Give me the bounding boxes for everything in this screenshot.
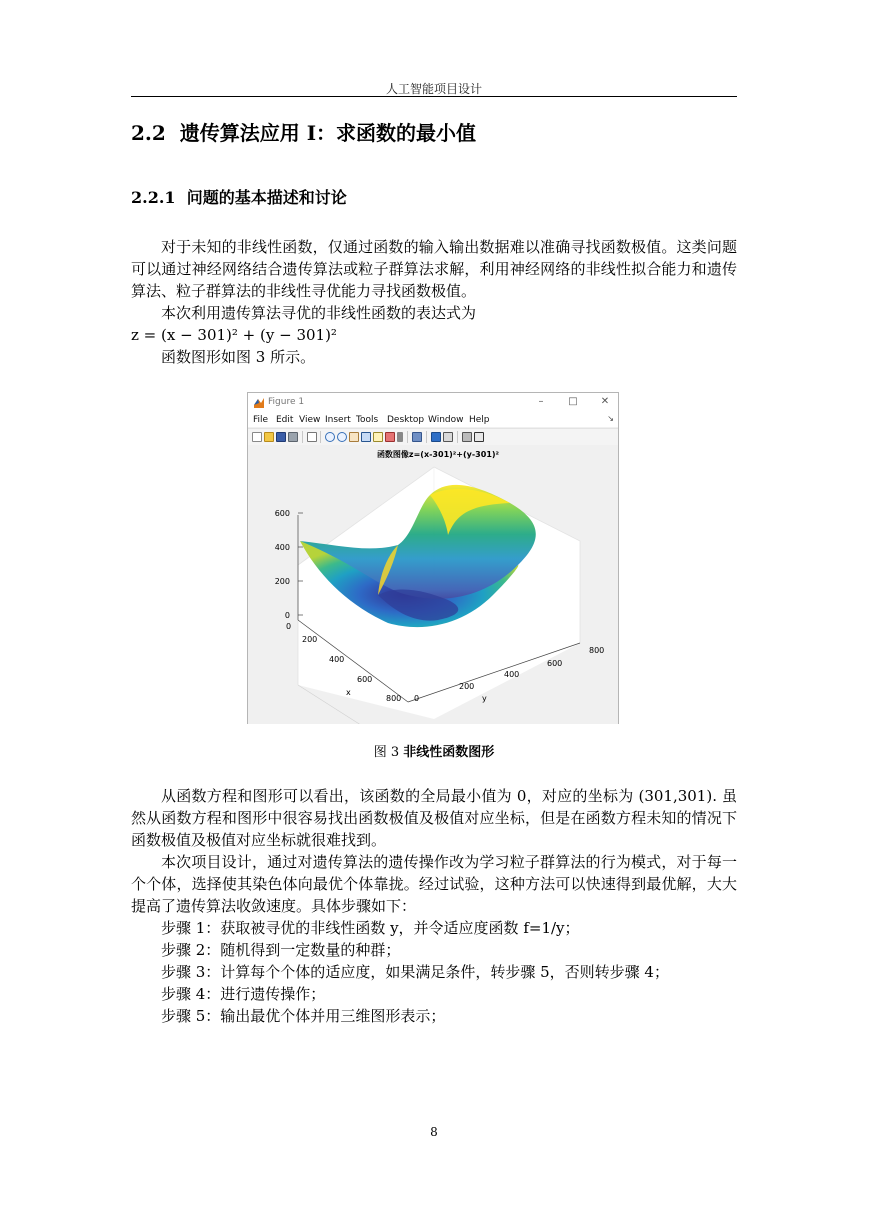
step-item: 步骤 1：获取被寻优的非线性函数 y，并令适应度函数 f=1/y；: [161, 919, 580, 937]
x-tick-label: 800: [386, 694, 402, 703]
colorbar-icon[interactable]: [412, 432, 422, 442]
menu-help[interactable]: Help: [469, 415, 490, 425]
link-icon[interactable]: [397, 432, 403, 442]
figure-toolbar: [248, 428, 618, 446]
figure-title: Figure 1: [268, 397, 305, 407]
menu-tools[interactable]: Tools: [356, 415, 379, 425]
data-cursor-icon[interactable]: [373, 432, 383, 442]
page-number: 8: [430, 1125, 438, 1139]
menu-view[interactable]: View: [299, 415, 321, 425]
matlab-icon: [254, 397, 264, 408]
intro-text: [131, 236, 737, 368]
toolbar-separator: [457, 431, 458, 443]
pan-icon[interactable]: [349, 432, 359, 442]
menu-desktop[interactable]: Desktop: [387, 415, 425, 425]
y-tick-label: 400: [504, 670, 520, 679]
hide-tools-icon[interactable]: [443, 432, 453, 442]
z-tick-label: 0: [284, 611, 290, 620]
plot-title: 函数图像z=(x-301)²+(y-301)²: [376, 450, 500, 459]
close-icon[interactable]: ✕: [600, 396, 610, 407]
toolbar-separator: [426, 431, 427, 443]
y-axis-label: y: [482, 694, 487, 703]
equation: z = (x − 301)² + (y − 301)²: [131, 326, 337, 344]
subsection-title: 问题的基本描述和讨论: [186, 188, 347, 207]
z-tick-label: 400: [274, 543, 290, 552]
surface-plot: [248, 445, 618, 724]
x-tick-label: 0: [286, 622, 292, 631]
subsection-heading: [131, 185, 347, 208]
menu-overflow-icon[interactable]: ↘: [607, 414, 614, 423]
menu-file[interactable]: File: [253, 415, 269, 425]
figure-menu-bar: [248, 413, 618, 427]
x-tick-label: 400: [329, 655, 345, 664]
y-tick-label: 200: [459, 682, 475, 691]
plot-area: [248, 445, 618, 724]
paragraph: 本次利用遗传算法寻优的非线性函数的表达式为: [161, 304, 477, 322]
zoom-out-icon[interactable]: [337, 432, 347, 442]
save-icon[interactable]: [276, 432, 286, 442]
step-item: 步骤 3：计算每个个体的适应度，如果满足条件，转步骤 5，否则转步骤 4；: [161, 963, 669, 981]
section-heading: [131, 117, 476, 146]
section-title: 遗传算法应用 I：求函数的最小值: [179, 121, 477, 145]
section-number: 2.2: [131, 121, 166, 145]
menu-insert[interactable]: Insert: [325, 415, 351, 425]
y-tick-label: 600: [547, 659, 563, 668]
y-tick-label: 800: [589, 646, 605, 655]
rotate-icon[interactable]: [361, 432, 371, 442]
minimize-icon[interactable]: –: [538, 396, 544, 407]
subsection-number: 2.2.1: [131, 188, 176, 207]
x-tick-label: 200: [302, 635, 318, 644]
brush-icon[interactable]: [385, 432, 395, 442]
discussion-text: [131, 785, 737, 1027]
print-icon[interactable]: [288, 432, 298, 442]
paragraph: 函数图形如图 3 所示。: [161, 348, 316, 366]
paragraph: 对于未知的非线性函数，仅通过函数的输入输出数据难以准确寻找函数极值。这类问题可以通过神经网络结合遗传算法或粒子群算法求解，利用神经网络的非线性拟合能力和遗传算法、粒子群算法的非线性寻优能力寻找函数极值。: [131, 238, 737, 300]
figure-caption: [131, 741, 737, 760]
paragraph: 从函数方程和图形可以看出，该函数的全局最小值为 0，对应的坐标为 (301,301). 虽然从函数方程和图形中很容易找出函数极值及极值对应坐标，但是在函数方程未知的情况下函数极值及极值对应坐标就很难找到。: [131, 787, 737, 849]
step-item: 步骤 2：随机得到一定数量的种群；: [161, 941, 401, 959]
maximize-icon[interactable]: □: [568, 396, 578, 407]
step-item: 步骤 5：输出最优个体并用三维图形表示；: [161, 1007, 446, 1025]
caption-label: 图 3: [373, 745, 400, 760]
matlab-figure-window: [247, 392, 619, 724]
running-header: 人工智能项目设计: [385, 82, 482, 96]
toolbar-separator: [407, 431, 408, 443]
zoom-in-icon[interactable]: [325, 432, 335, 442]
z-tick-label: 600: [274, 509, 290, 518]
header-rule: [131, 96, 737, 97]
y-tick-label: 0: [414, 694, 420, 703]
open-file-icon[interactable]: [264, 432, 274, 442]
step-item: 步骤 4：进行遗传操作；: [161, 985, 326, 1003]
legend-icon[interactable]: [431, 432, 441, 442]
x-axis-label: x: [346, 688, 351, 697]
x-tick-label: 600: [357, 675, 373, 684]
paragraph: 本次项目设计，通过对遗传算法的遗传操作改为学习粒子群算法的行为模式，对于每一个个体，选择使其染色体向最优个体靠拢。经过试验，这种方法可以快速得到最优解，大大提高了遗传算法收敛速度。具体步骤如下：: [131, 853, 737, 915]
menu-window[interactable]: Window: [428, 415, 464, 425]
pointer-icon[interactable]: [307, 432, 317, 442]
z-tick-label: 200: [274, 577, 290, 586]
new-file-icon[interactable]: [252, 432, 262, 442]
toolbar-separator: [302, 431, 303, 443]
figure-title-bar: [248, 393, 618, 413]
toolbar-separator: [320, 431, 321, 443]
menu-edit[interactable]: Edit: [276, 415, 294, 425]
caption-text: 非线性函数图形: [403, 745, 495, 760]
dock-icon[interactable]: [474, 432, 484, 442]
dock-icon[interactable]: [462, 432, 472, 442]
